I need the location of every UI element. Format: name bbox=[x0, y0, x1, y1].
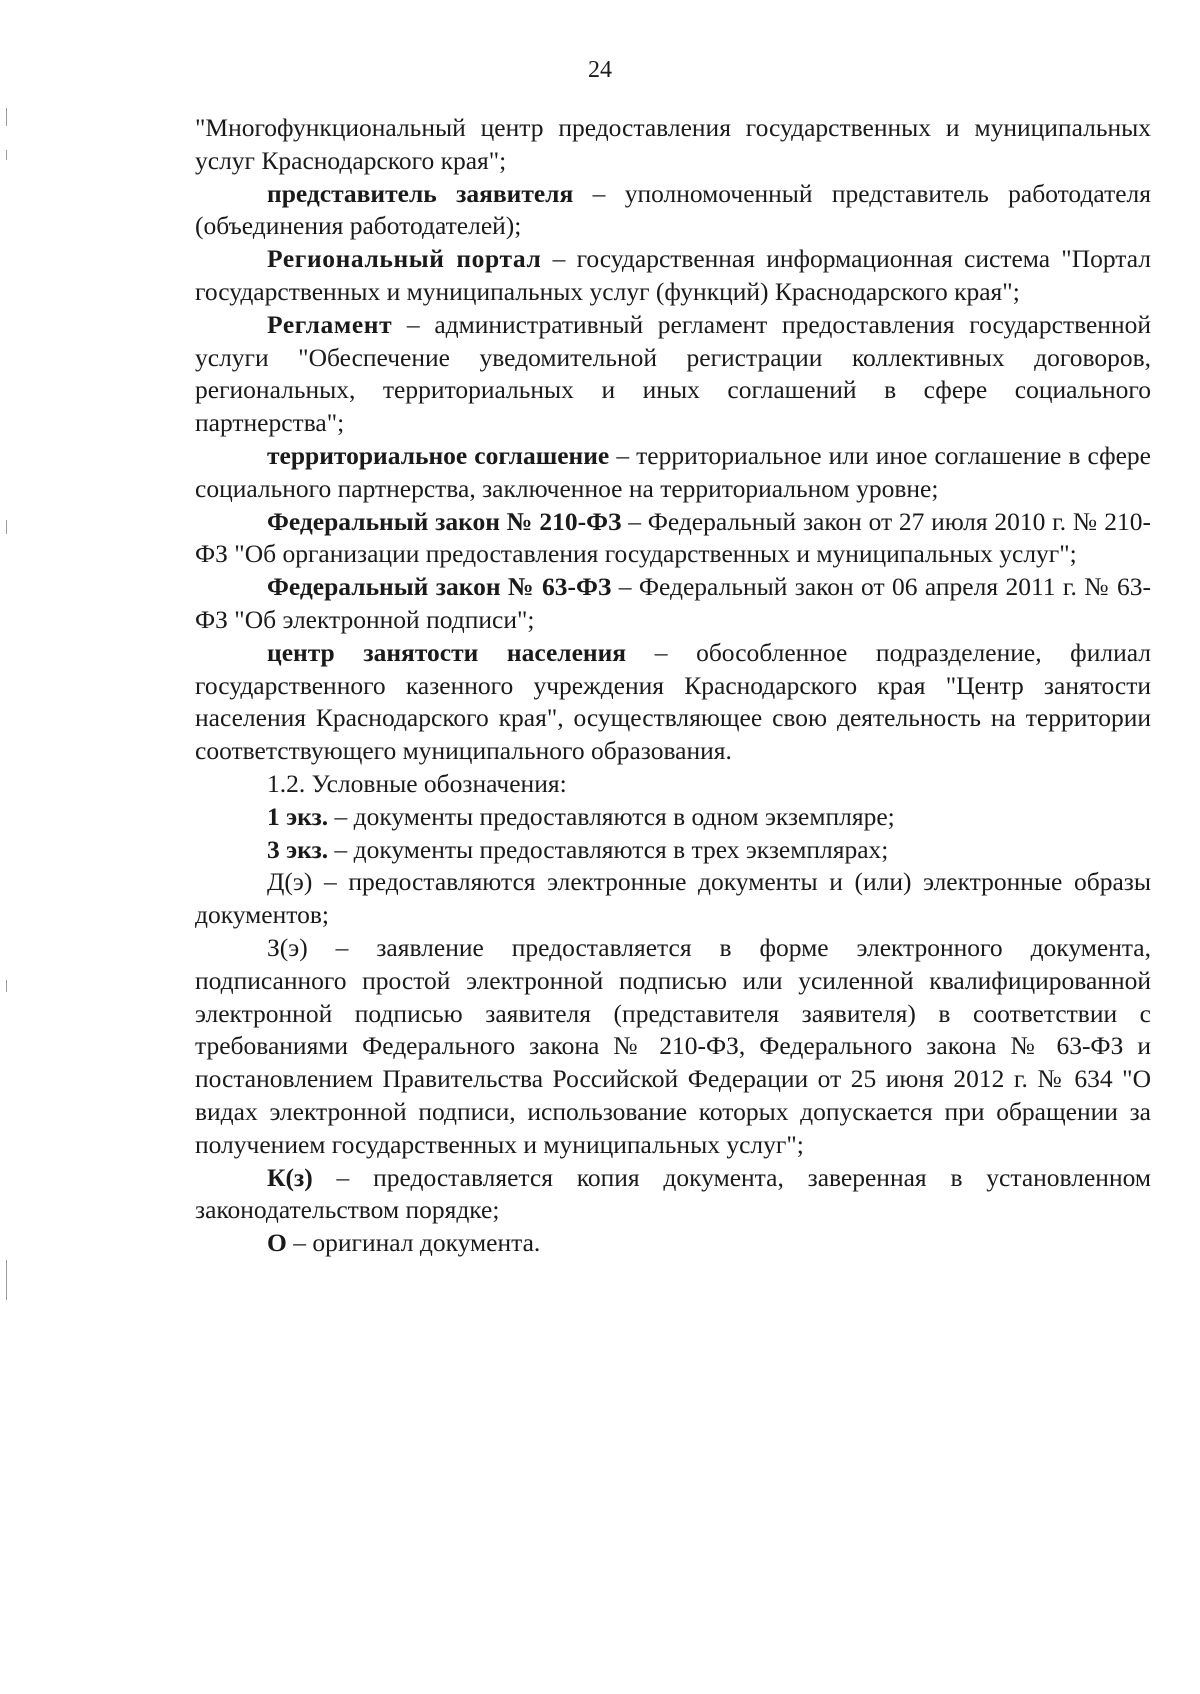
paragraph-text: З(э) – заявление предоставляется в форме электронного документа, подписанного простой электронной подписью или усиленной квалифицированной электронной подписью заявителя (представителя заявителя) в соответствии с требованиями Федерального закона № 210-ФЗ, Федерального закона № 63-ФЗ и постановлением Правительства Российской Федерации от 25 июня 2012 г. № 634 "О видах электронной подписи, использование которых допускается при обращении за получением государственных и муниципальных услуг"; bbox=[195, 932, 1151, 1159]
paragraph-text: – документы предоставляются в трех экземплярах; bbox=[328, 834, 889, 864]
paragraph-definition-federal-law-210 bbox=[195, 506, 1151, 572]
paragraph-section-1-2-heading bbox=[195, 768, 1151, 801]
paragraph-notation-electronic-documents bbox=[195, 866, 1151, 932]
paragraph-term: центр занятости населения bbox=[267, 637, 627, 667]
paragraph-term: 1 экз. bbox=[267, 801, 329, 831]
paragraph-term: территориальное соглашение bbox=[267, 440, 610, 470]
paragraph-term: О bbox=[267, 1228, 287, 1258]
document-body bbox=[195, 112, 1151, 1260]
paragraph-text: – Федеральный закон от 06 апреля 2011 г. № 63-ФЗ "Об электронной подписи"; bbox=[195, 572, 1151, 634]
paragraph-term: представитель заявителя bbox=[267, 178, 574, 208]
paragraph-term: К(з) bbox=[267, 1162, 313, 1192]
paragraph-definition-regional-portal bbox=[195, 243, 1151, 309]
paragraph-text: 1.2. Условные обозначения: bbox=[267, 768, 567, 798]
scan-margin-marks bbox=[6, 100, 10, 1400]
paragraph-text: – административный регламент предоставления государственной услуги "Обеспечение уведомительной регистрации коллективных договоров, региональных, территориальных и иных соглашений в сфере социального партнерства"; bbox=[195, 309, 1151, 438]
paragraph-definition-applicant-representative bbox=[195, 178, 1151, 244]
paragraph-definition-employment-center bbox=[195, 637, 1151, 768]
paragraph-notation-electronic-application bbox=[195, 932, 1151, 1162]
paragraph-text: Д(э) – предоставляются электронные документы и (или) электронные образы документов; bbox=[195, 867, 1151, 930]
paragraph-text: – территориальное или иное соглашение в сфере социального партнерства, заключенное на территориальном уровне; bbox=[195, 440, 1151, 503]
paragraph-definition-territorial-agreement bbox=[195, 440, 1151, 506]
paragraph-text: – уполномоченный представитель работодателя (объединения работодателей); bbox=[195, 178, 1151, 241]
paragraph-notation-1-copy bbox=[195, 801, 1151, 834]
paragraph-definition-regulation bbox=[195, 309, 1151, 440]
paragraph-term: Региональный портал bbox=[267, 244, 542, 274]
paragraph-term: 3 экз. bbox=[267, 834, 329, 864]
paragraph-mfc-continuation bbox=[195, 112, 1151, 178]
paragraph-term: Федеральный закон № 63-ФЗ bbox=[267, 572, 612, 602]
paragraph-notation-3-copies bbox=[195, 834, 1151, 867]
paragraph-definition-federal-law-63 bbox=[195, 571, 1151, 637]
page-number: 24 bbox=[588, 57, 612, 83]
paragraph-text: – Федеральный закон от 27 июля 2010 г. № 210-ФЗ "Об организации предоставления государственных и муниципальных услуг"; bbox=[195, 506, 1151, 569]
paragraph-term: Регламент bbox=[267, 309, 393, 339]
paragraph-term: Федеральный закон № 210-ФЗ bbox=[267, 506, 622, 536]
paragraph-text: – документы предоставляются в одном экземпляре; bbox=[328, 801, 895, 831]
paragraph-notation-certified-copy bbox=[195, 1162, 1151, 1228]
paragraph-text: – обособленное подразделение, филиал государственного казенного учреждения Краснодарского края "Центр занятости населения Краснодарского края", осуществляющее свою деятельность на территории соответствующего муниципального образования. bbox=[195, 637, 1151, 766]
paragraph-text: – предоставляется копия документа, заверенная в установленном законодательством порядке; bbox=[195, 1162, 1151, 1225]
paragraph-text: – государственная информационная система "Портал государственных и муниципальных услуг (функций) Краснодарского края"; bbox=[195, 244, 1152, 306]
paragraph-text: "Многофункциональный центр предоставления государственных и муниципальных услуг Краснодарского края"; bbox=[195, 113, 1151, 175]
paragraph-notation-original bbox=[195, 1227, 1151, 1260]
paragraph-text: – оригинал документа. bbox=[286, 1228, 541, 1258]
